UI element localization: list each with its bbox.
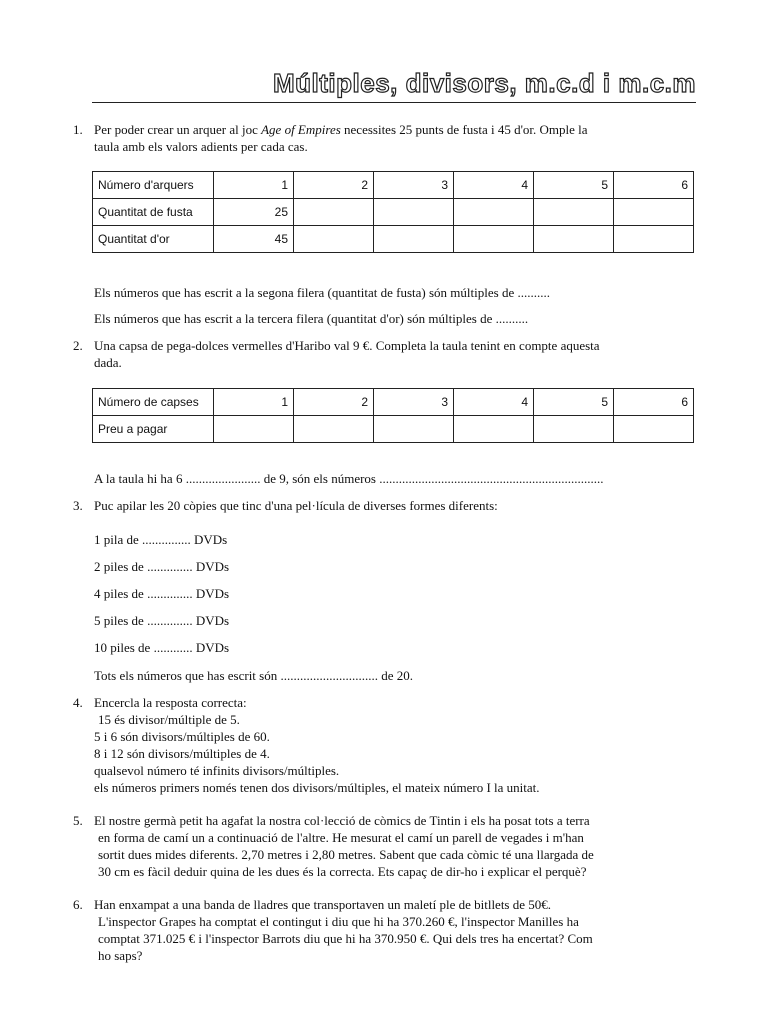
q3-item: 1 pila de ............... DVDs [94,532,228,547]
table-row [93,416,694,443]
table-row [93,199,694,226]
table-cell[interactable] [614,199,694,226]
q2-table [92,388,694,443]
q2-number: 2. [73,338,83,353]
q2-text: A la taula hi ha 6 ....................... de 9, són els números ..................................................................... [94,471,604,486]
table-cell: 3 [374,172,454,199]
q1-line1: Per poder crear un arquer al joc Age of Empires necessites 25 punts de fusta i 45 d'or. Omple la [94,122,588,137]
q1-text2: Els números que has escrit a la tercera filera (quantitat d'or) són múltiples de .......... [94,311,529,326]
q6-line: ho saps? [98,948,143,963]
q4-item: els números primers només tenen dos divisors/múltiples, el mateix número I la unitat. [94,780,540,795]
q6-line: L'inspector Grapes ha comptat el contingut i diu que hi ha 370.260 €, l'inspector Manilles ha [98,914,579,929]
table-cell[interactable] [454,416,534,443]
q3-item: 2 piles de .............. DVDs [94,559,230,574]
q5-number: 5. [73,813,83,828]
table-cell: 5 [534,172,614,199]
q1-number: 1. [73,122,83,137]
table-cell[interactable] [454,226,534,253]
title-divider [92,102,696,103]
table-cell[interactable] [614,226,694,253]
q1-table [92,171,694,253]
table-cell: 6 [614,389,694,416]
q3-item: 5 piles de .............. DVDs [94,613,230,628]
table-row [93,172,694,199]
q1-row3-label: Quantitat d'or [93,226,214,253]
q2-line1: Una capsa de pega-dolces vermelles d'Haribo val 9 €. Completa la taula tenint en compte aquesta [94,338,600,353]
q6-number: 6. [73,897,83,912]
table-cell[interactable] [534,226,614,253]
table-cell: 3 [374,389,454,416]
table-cell: 4 [454,172,534,199]
q5-line: El nostre germà petit ha agafat la nostra col·lecció de còmics de Tintin i els ha posat tots a terra [94,813,590,828]
table-cell[interactable] [454,199,534,226]
q3-item: 10 piles de ............ DVDs [94,640,230,655]
table-cell[interactable] [534,416,614,443]
table-cell: 1 [214,172,294,199]
table-cell: 6 [614,172,694,199]
page-title: Múltiples, divisors, m.c.d i m.c.m [273,68,696,98]
table-cell: 2 [294,389,374,416]
q3-item: 4 piles de .............. DVDs [94,586,230,601]
q5-line: 30 cm es fàcil deduir quina de les dues és la correcta. Ets capaç de dir-ho i explicar el perquè? [98,864,587,879]
table-cell[interactable] [374,199,454,226]
q5-line: sortit dues mides diferents. 2,70 metres i 2,80 metres. Sabent que cada còmic té una llargada de [98,847,594,862]
table-cell[interactable] [294,416,374,443]
table-cell: 5 [534,389,614,416]
table-row [93,389,694,416]
table-cell[interactable]: 25 [214,199,294,226]
q3-line1: Puc apilar les 20 còpies que tinc d'una pel·lícula de diverses formes diferents: [94,498,498,513]
table-row [93,226,694,253]
table-cell[interactable] [374,416,454,443]
table-cell: 1 [214,389,294,416]
q6-line: Han enxampat a una banda de lladres que transportaven un maletí ple de bitllets de 50€. [94,897,552,912]
q4-line1: Encercla la resposta correcta: [94,695,247,710]
q1-game-title: Age of Empires [261,122,341,137]
q2-line2: dada. [94,355,122,370]
table-cell[interactable] [214,416,294,443]
table-cell[interactable] [294,226,374,253]
table-cell: 4 [454,389,534,416]
table-cell[interactable] [294,199,374,226]
table-cell[interactable] [614,416,694,443]
q4-item: 15 és divisor/múltiple de 5. [98,712,240,727]
table-cell[interactable] [534,199,614,226]
table-cell: 2 [294,172,374,199]
q3-summary: Tots els números que has escrit són .............................. de 20. [94,668,413,683]
q2-row1-label: Número de capses [93,389,214,416]
q3-number: 3. [73,498,83,513]
table-cell[interactable]: 45 [214,226,294,253]
q4-item: qualsevol número té infinits divisors/múltiples. [94,763,340,778]
q2-row2-label: Preu a pagar [93,416,214,443]
q1-row2-label: Quantitat de fusta [93,199,214,226]
q1-row1-label: Número d'arquers [93,172,214,199]
table-cell[interactable] [374,226,454,253]
q5-line: en forma de camí un a continuació de l'altre. He mesurat el camí un parell de vegades i m'han [98,830,584,845]
q1-text1: Els números que has escrit a la segona filera (quantitat de fusta) són múltiples de .......... [94,285,550,300]
q4-item: 8 i 12 són divisors/múltiples de 4. [94,746,270,761]
q1-line2: taula amb els valors adients per cada cas. [94,139,308,154]
q4-item: 5 i 6 són divisors/múltiples de 60. [94,729,270,744]
q6-line: comptat 371.025 € i l'inspector Barrots diu que hi ha 370.950 €. Qui dels tres ha encertat? Com [98,931,593,946]
q4-number: 4. [73,695,83,710]
